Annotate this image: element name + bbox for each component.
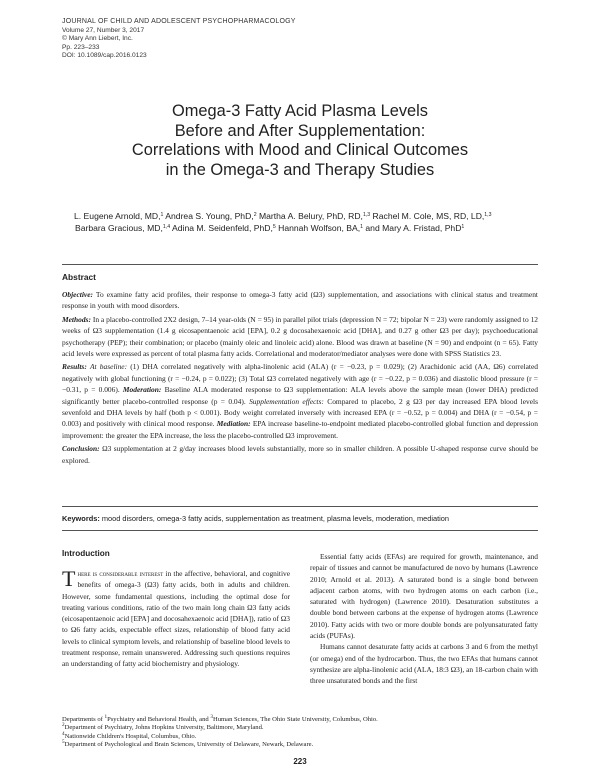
page-number: 223 [293, 757, 307, 766]
footnote-line: $^5$Department of Psychological and Brain Sciences, University of Delaware, Newark, Delaware. [62, 739, 314, 749]
author-list [74, 210, 544, 235]
abstract-results [62, 361, 538, 441]
divider [62, 506, 538, 507]
drop-cap: T [62, 566, 76, 591]
author-affiliation: 1,3 [484, 212, 492, 218]
intro-paragraph [62, 568, 290, 670]
author-affiliation: 1 [160, 212, 164, 218]
author-affiliation: 1,4 [162, 224, 171, 231]
author-affiliation: 1 [360, 224, 364, 231]
author-name: Barbara Gracious, MD, [75, 223, 163, 234]
author-name: and Mary A. Fristad, PhD [365, 223, 462, 234]
section-label: Results: [62, 362, 87, 372]
title-line: Omega-3 Fatty Acid Plasma Levels [172, 102, 428, 120]
author-name: Martha A. Belury, PhD, RD, [258, 211, 363, 221]
title-line: in the Omega-3 and Therapy Studies [165, 160, 435, 179]
affiliations-footnote [62, 716, 538, 750]
author-name: Andrea S. Young, PhD, [165, 211, 254, 221]
keywords-label: Keywords: [62, 514, 100, 523]
divider [62, 264, 538, 265]
methods-text: In a placebo-controlled 2X2 design, 7–14 year-olds (N = 95) in parallel pilot trials (depression N = 72; bipolar N = 23) were randomly assigned to 12 weeks of Ω3 supplementation (1.4 g eicosapentaenoic acid [EPA], 0.2 g docosahexaenoic acid [DHA], and 0.27 g other Ω3 per day); psychoeducational psychotherapy (PEP); their combination; or placebo (mainly oleic and linoleic acid) alone. Blood was drawn at baseline (N = 90) and endpoint (n = 65). Fatty acid levels were expressed as percent of total plasma fatty acids. Correlational and moderator/mediator analyses were done with SPSS Statistics 23. [62, 314, 539, 359]
abstract-body [62, 289, 538, 468]
results-text: (1) DHA correlated negatively with alpha-linolenic acid (ALA) (r = −0.23, p = 0.029); (2) Arachidonic acid (AA, Ω6) correlated negatively with global functioning (r = −0.24, p = 0.022); (3) Total Ω3 correlated negatively with age (r = −0.22, p = 0.036) and diastolic blood pressure (r = −0.31, p = 0.006). [62, 362, 538, 395]
title-line: Correlations with Mood and Clinical Outcomes [131, 141, 469, 160]
author-name: Adina M. Seidenfeld, PhD, [172, 223, 273, 234]
objective-text: To examine fatty acid profiles, their response to omega-3 fatty acid (Ω3) supplementation, and associations with clinical status and treatment response in youth with mood disorders. [62, 290, 538, 311]
section-label: Moderation: [122, 385, 162, 395]
article-title [60, 102, 540, 180]
author-line [74, 222, 544, 234]
title-line: Before and After Supplementation: [174, 121, 426, 140]
paragraph-text: in the affective, behavioral, and cognitive benefits of omega-3 (Ω3) fatty acids, both in adults and children. However, some fundamental questions, including the optimal dose for treating various conditions, ratio of the two main long chain Ω3 fatty acids (eicosapentaenoic acid [EPA] and docosahexaenoic acid [DHA]), ratio of Ω3 to Ω6 fatty acids, expectable effect sizes, relationship of blood fatty acid levels to clinical symptom levels, and relationship of baseline blood levels to treatment response, remain unanswered. Addressing such questions requires an understanding of fatty acid biochemistry and physiology. [62, 569, 290, 669]
body-paragraph: Essential fatty acids (EFAs) are required for growth, maintenance, and repair of tissues and cannot be manufactured de novo by humans (Lawrence 2010; Arnold et al. 2013). A saturated bond is a single bond between adjacent carbon atoms, with two hydrogen atoms on each carbon (i.e., saturated with hydrogen) (Lawrence 2010). Desaturation substitutes a double bond between carbons at the expense of hydrogen atoms (Lawrence 2010). Fatty acids with two or more double bonds are polyunsaturated fatty acids (PUFAs). [310, 552, 538, 641]
keywords [62, 514, 538, 524]
abstract-heading: Abstract [62, 272, 96, 282]
results-sublabel: At baseline: [90, 362, 128, 372]
section-label: Objective: [62, 290, 93, 299]
author-affiliation: 1,3 [362, 212, 371, 218]
author-name: L. Eugene Arnold, MD, [74, 211, 161, 221]
right-column [310, 551, 538, 687]
footnote-line: Departments of $^1$Psychiatry and Behavioral Health, and $^3$Human Sciences, The Ohio State University, Columbus, Ohio. [62, 714, 378, 723]
section-label: Supplementation effects: [249, 396, 324, 406]
journal-volume: Volume 27, Number 3, 2017 [62, 26, 145, 34]
journal-name: JOURNAL OF CHILD AND ADOLESCENT PSYCHOPHARMACOLOGY [62, 18, 296, 25]
abstract-methods [62, 314, 538, 360]
introduction-heading: Introduction [62, 549, 110, 558]
body-paragraph: Humans cannot desaturate fatty acids at carbons 3 and 6 from the methyl (or omega) end of the hydrocarbon. Thus, the two EFAs that humans cannot synthesize are alpha-linolenic acid (ALA, 18:3 Ω3), an 18-carbon chain with three unsaturated bonds and the first [310, 642, 538, 686]
section-label: Mediation: [216, 419, 251, 429]
mediation-text: EPA increase baseline-to-endpoint mediated placebo-controlled global function and depression improvement: the greater the EPA increase, the less the placebo-controlled Ω3 improvement. [62, 419, 538, 440]
section-label: Conclusion: [62, 444, 100, 454]
moderation-text: Baseline ALA moderated response to Ω3 supplementation: ALA levels above the sample mean (lower DHA) predicted significantly better placebo-controlled response (p = 0.04). [62, 385, 539, 406]
supplementation-text: Compared to placebo, 2 g Ω3 per day increased EPA blood levels sevenfold and DHA levels by half (both p < 0.001). Body weight correlated inversely with increased EPA (r = −0.52, p = 0.004) and DHA (r = −0.54, p = 0.003) and positively with clinical mood response. [62, 396, 539, 429]
footnote-line: $^4$Nationwide Children's Hospital, Columbus, Ohio. [62, 730, 197, 740]
small-caps-lead: here is considerable interest [77, 569, 164, 578]
author-affiliation: 2 [253, 212, 257, 218]
abstract-conclusion [62, 443, 538, 466]
left-column [62, 568, 290, 670]
author-name: Rachel M. Cole, MS, RD, LD, [372, 211, 485, 221]
section-label: Methods: [62, 314, 91, 324]
journal-doi: DOI: 10.1089/cap.2016.0123 [62, 52, 147, 60]
author-name: Hannah Wolfson, BA, [278, 223, 361, 234]
divider [62, 530, 538, 531]
conclusion-text: Ω3 supplementation at 2 g/day increases blood levels substantially, more so in smaller children. A possible U-shaped response curve should be explored. [62, 444, 539, 465]
author-affiliation: 1 [461, 224, 465, 231]
journal-copyright: © Mary Ann Liebert, Inc. [62, 35, 133, 43]
author-line [74, 210, 544, 222]
journal-header [62, 18, 296, 61]
footnote-line: $^2$Department of Psychiatry, Johns Hopkins University, Baltimore, Maryland. [62, 722, 264, 732]
keywords-text: mood disorders, omega-3 fatty acids, supplementation as treatment, plasma levels, moderation, mediation [101, 514, 449, 523]
journal-pages: Pp. 223–233 [62, 43, 100, 51]
author-affiliation: 5 [272, 224, 276, 231]
abstract-objective [62, 289, 538, 312]
